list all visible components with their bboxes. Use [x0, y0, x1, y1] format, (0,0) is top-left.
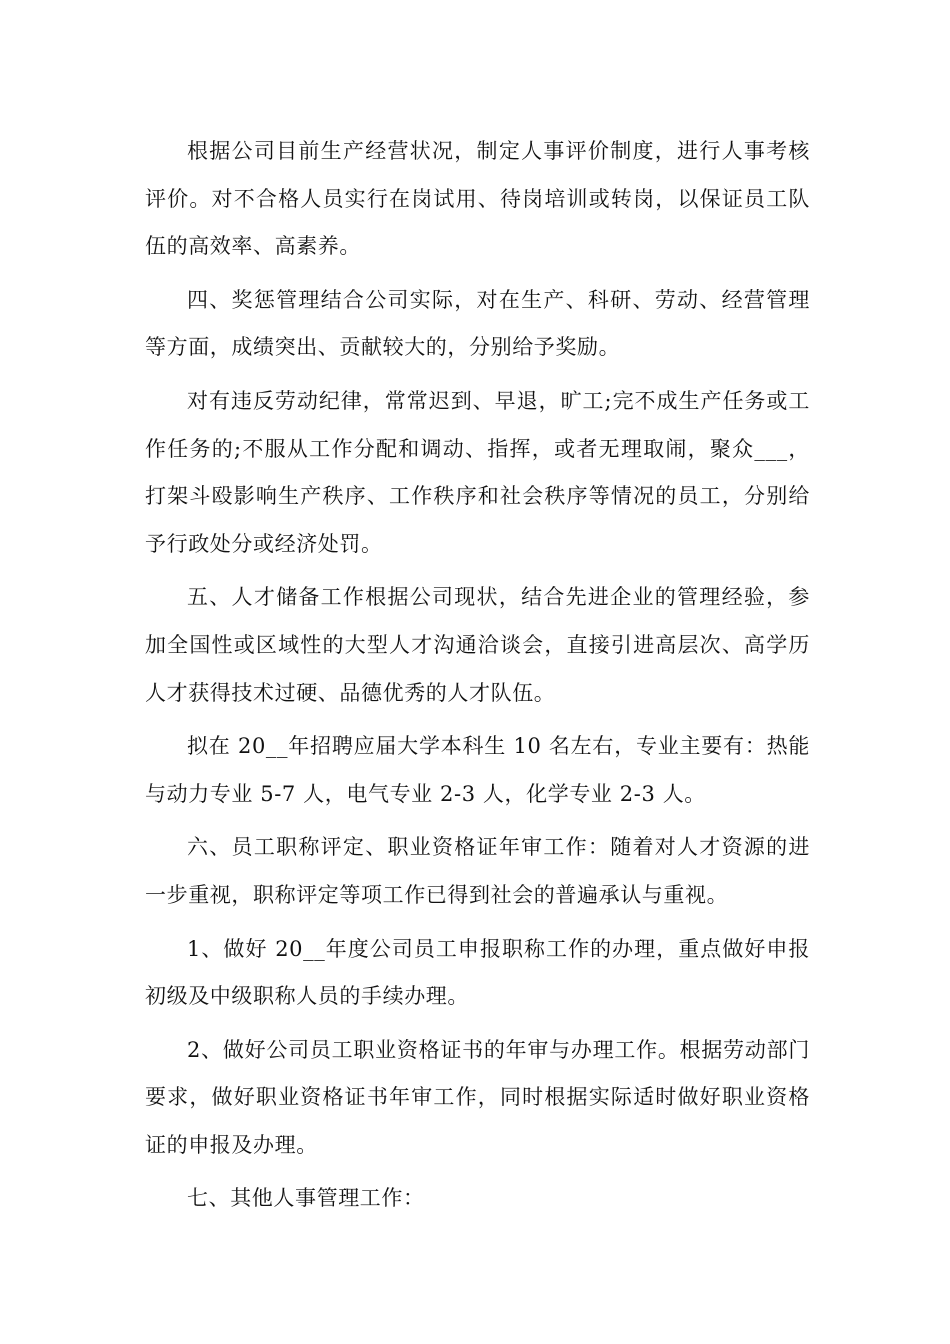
document-body — [145, 128, 810, 1229]
paragraph-item-1-title-application: 1、做好 20__年度公司员工申报职称工作的办理，重点做好申报初级及中级职称人员的手续办理。 — [145, 936, 810, 1009]
paragraph-recruitment-plan: 拟在 20__年招聘应届大学本科生 10 名左右，专业主要有：热能与动力专业 5-7 人，电气专业 2-3 人，化学专业 2-3 人。 — [145, 734, 810, 806]
paragraph-performance-evaluation: 根据公司目前生产经营状况，制定人事评价制度，进行人事考核评价。对不合格人员实行在岗试用、待岗培训或转岗，以保证员工队伍的高效率、高素养。 — [145, 139, 810, 259]
paragraph-section-6-titles-certificates: 六、员工职称评定、职业资格证年审工作：随着对人才资源的进一步重视，职称评定等项工作已得到社会的普遍承认与重视。 — [145, 835, 810, 907]
paragraph-section-5-talent-reserve: 五、人才储备工作根据公司现状，结合先进企业的管理经验，参加全国性或区域性的大型人才沟通洽谈会，直接引进高层次、高学历人才获得技术过硬、品德优秀的人才队伍。 — [145, 585, 810, 705]
paragraph-item-2-certificate-review: 2、做好公司员工职业资格证书的年审与办理工作。根据劳动部门要求，做好职业资格证书年审工作，同时根据实际适时做好职业资格证的申报及办理。 — [145, 1037, 810, 1157]
paragraph-section-7-other: 七、其他人事管理工作： — [187, 1186, 425, 1211]
paragraph-section-4-rewards: 四、奖惩管理结合公司实际，对在生产、科研、劳动、经营管理等方面，成绩突出、贡献较大的，分别给予奖励。 — [145, 287, 810, 360]
paragraph-disciplinary-actions: 对有违反劳动纪律，常常迟到、早退，旷工;完不成生产任务或工作任务的;不服从工作分配和调动、指挥，或者无理取闹，聚众___，打架斗殴影响生产秩序、工作秩序和社会秩序等情况的员工，分别给予行政处分或经济处罚。 — [145, 388, 810, 556]
